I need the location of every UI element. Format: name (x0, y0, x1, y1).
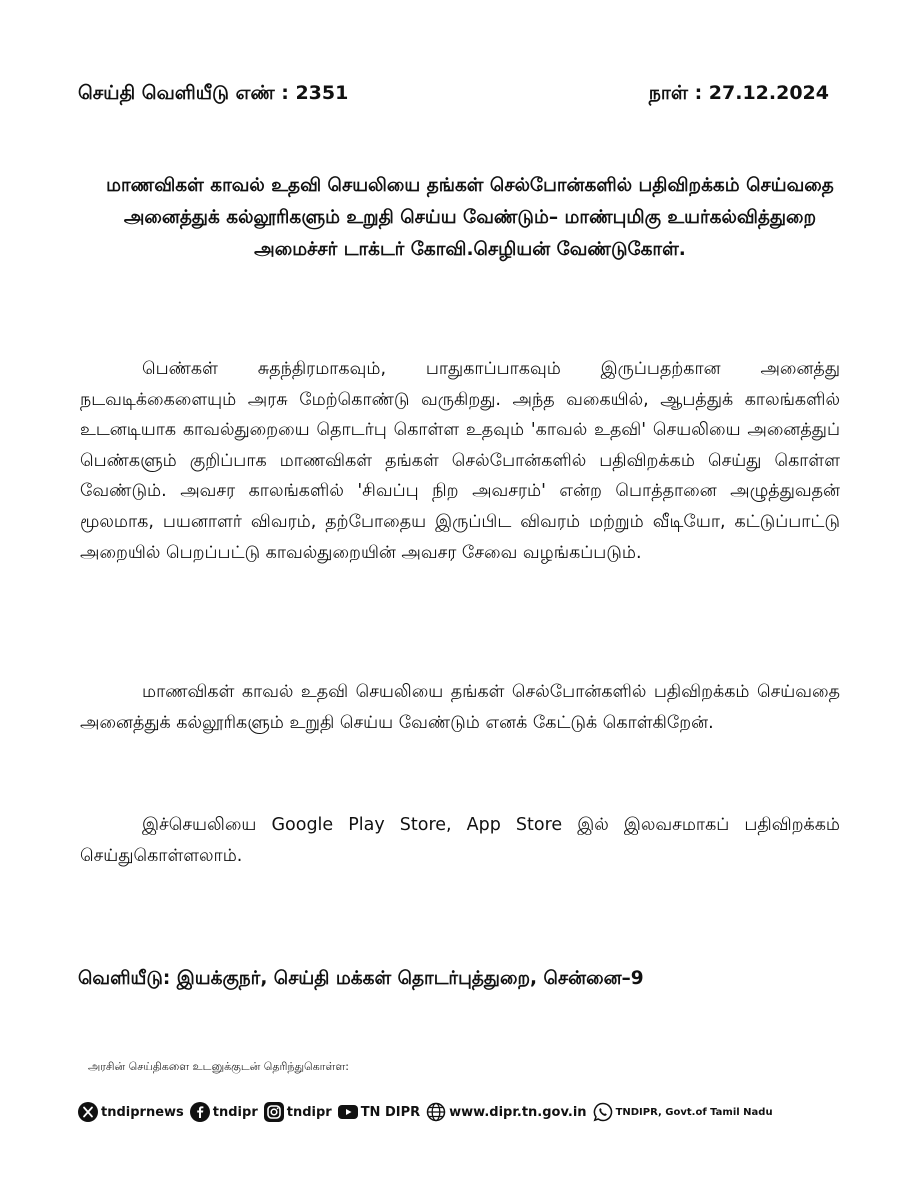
body-paragraph-2: மாணவிகள் காவல் உதவி செயலியை தங்கள் செல்போன்களில் பதிவிறக்கம் செய்வதை அனைத்துக் கல்லூரிகளும் உறுதி செய்ய வேண்டும் எனக் கேட்டுக் கொள்கிறேன். (80, 682, 840, 733)
social-x[interactable] (78, 1102, 184, 1122)
social-instagram[interactable] (264, 1102, 332, 1122)
release-by: வெளியீடு: இயக்குநர், செய்தி மக்கள் தொடர்புத்துறை, சென்னை–9 (78, 968, 644, 989)
social-bar (78, 1097, 858, 1127)
globe-icon (426, 1102, 446, 1122)
social-whatsapp[interactable] (593, 1102, 773, 1122)
facebook-icon (190, 1102, 210, 1122)
release-date: நாள் : 27.12.2024 (648, 82, 829, 104)
release-number: செய்தி வெளியீடு எண் : 2351 (78, 82, 349, 104)
x-icon (78, 1102, 98, 1122)
youtube-icon (338, 1102, 358, 1122)
social-instagram-handle: tndipr (286, 1104, 332, 1120)
social-facebook[interactable] (190, 1102, 258, 1122)
social-youtube-handle: TN DIPR (360, 1104, 421, 1120)
body-paragraph-1: பெண்கள் சுதந்திரமாகவும், பாதுகாப்பாகவும் இருப்பதற்கான அனைத்து நடவடிக்கைளையும் அரசு மேற்கொண்டு வருகிறது. அந்த வகையில், ஆபத்துக் காலங்களில் உடனடியாக காவல்துறையை தொடர்பு கொள்ள உதவும் 'காவல் உதவி' செயலியை அனைத்துப் பெண்களும் குறிப்பாக மாணவிகள் தங்கள் செல்போன்களில் பதிவிறக்கம் செய்து கொள்ள வேண்டும். அவசர காலங்களில் 'சிவப்பு நிற அவசரம்' என்ற பொத்தானை அழுத்துவதன் மூலமாக, பயனாளர் விவரம், தற்போதைய இருப்பிட விவரம் மற்றும் வீடியோ, கட்டுப்பாட்டு அறையில் பெறப்பட்டு காவல்துறையின் அவசர சேவை வழங்கப்படும். (80, 359, 840, 563)
social-youtube[interactable] (338, 1102, 420, 1122)
whatsapp-icon (593, 1102, 613, 1122)
instagram-icon (264, 1102, 284, 1122)
body-paragraph-3: இச்செயலியை Google Play Store, App Store இல் இலவசமாகப் பதிவிறக்கம் செய்துகொள்ளலாம். (80, 815, 840, 866)
release-header (78, 82, 829, 118)
headline: மாணவிகள் காவல் உதவி செயலியை தங்கள் செல்போன்களில் பதிவிறக்கம் செய்வதை அனைத்துக் கல்லூரிகளும் உறுதி செய்ய வேண்டும்– மாண்புமிகு உயர்கல்வித்துறை அமைச்சர் டாக்டர் கோவி.செழியன் வேண்டுகோள். (106, 175, 834, 260)
social-website[interactable] (426, 1102, 586, 1122)
social-caption: அரசின் செய்திகளை உடனுக்குடன் தெரிந்துகொள்ள: (88, 1060, 349, 1073)
social-whatsapp-label: TNDIPR, Govt.of Tamil Nadu (615, 1106, 773, 1118)
social-x-handle: tndiprnews (101, 1104, 184, 1120)
social-website-url: www.dipr.tn.gov.in (449, 1104, 587, 1120)
social-facebook-handle: tndipr (212, 1104, 258, 1120)
